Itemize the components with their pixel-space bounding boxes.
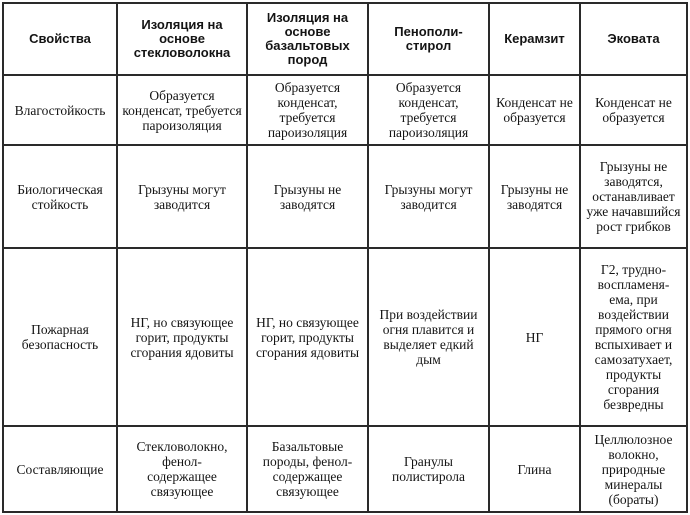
table-cell: Грызуны могут заводится [117,145,247,248]
table-cell: Образуется конденсат, требуется пароизоляция [368,75,489,145]
table-cell: Грызуны не заводятся, останавливает уже начавшийся рост грибков [580,145,687,248]
table-cell: Конденсат не образуется [580,75,687,145]
table-cell: НГ, но связующее горит, продукты сгорания ядовиты [247,248,368,426]
header-cell-properties: Свойства [3,3,117,75]
table-row [3,75,687,145]
table-cell: Образуется конденсат, требуется пароизоляция [247,75,368,145]
table-cell: Целлюлозное волокно, природные минералы (бораты) [580,426,687,512]
table-cell: Базальтовые породы, фенол- содержащее связующее [247,426,368,512]
header-cell-basalt: Изоляция на основе базальтовых пород [247,3,368,75]
table-cell: Г2, трудно- воспламеня- ема, при воздействии прямого огня вспыхивает и самозатухает, продукты сгорания безвредны [580,248,687,426]
table-cell: НГ, но связующее горит, продукты сгорания ядовиты [117,248,247,426]
header-cell-ecowool: Эковата [580,3,687,75]
header-cell-polystyrene: Пенополи- стирол [368,3,489,75]
table-cell: При воздействии огня плавится и выделяет едкий дым [368,248,489,426]
header-cell-fiberglass: Изоляция на основе стекловолокна [117,3,247,75]
table-row [3,248,687,426]
table-cell: Гранулы полистирола [368,426,489,512]
header-cell-expanded-clay: Керамзит [489,3,580,75]
comparison-table [2,2,688,513]
property-cell: Влагостойкость [3,75,117,145]
table-cell: НГ [489,248,580,426]
table-cell: Грызуны не заводятся [247,145,368,248]
table-cell: Стекловолокно, фенол- содержащее связующее [117,426,247,512]
property-cell: Пожарная безопасность [3,248,117,426]
property-cell: Биологическая стойкость [3,145,117,248]
table-cell: Грызуны не заводятся [489,145,580,248]
table-cell: Грызуны могут заводится [368,145,489,248]
table-row [3,426,687,512]
table-cell: Конденсат не образуется [489,75,580,145]
property-cell: Составляющие [3,426,117,512]
header-row [3,3,687,75]
table-cell: Образуется конденсат, требуется пароизоляция [117,75,247,145]
table-row [3,145,687,248]
table-cell: Глина [489,426,580,512]
